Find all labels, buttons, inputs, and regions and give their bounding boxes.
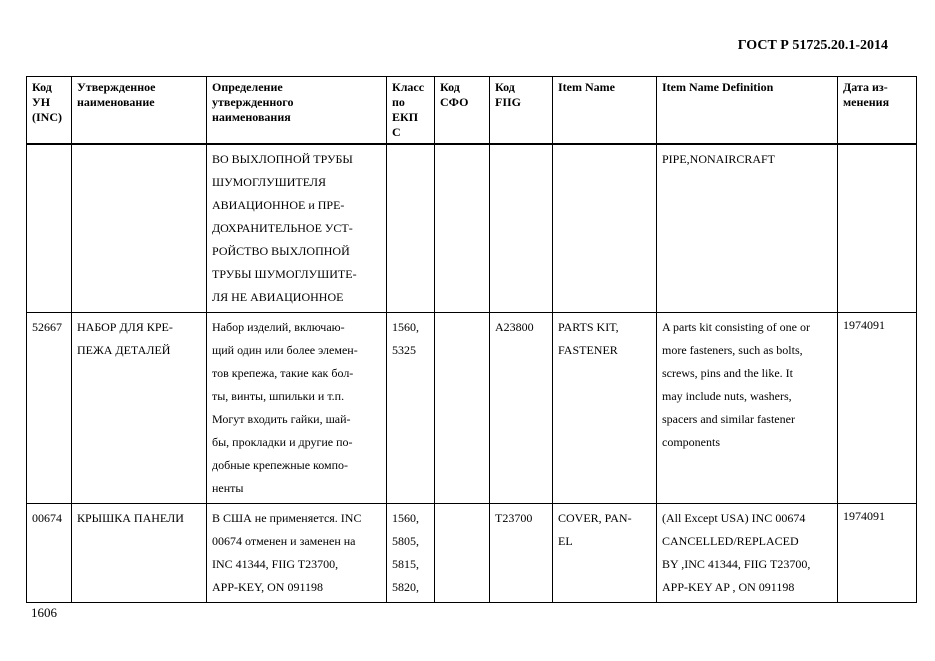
cell-text: screws, pins and the like. It (662, 366, 793, 380)
cell-text: АВИАЦИОННОЕ и ПРЕ- (212, 198, 345, 212)
header-text: FIIG (495, 95, 522, 109)
cell-text: 00674 отменен и заменен на (212, 534, 356, 548)
cell-text: T23700 (495, 511, 533, 525)
cell-text: 5805, (392, 534, 419, 548)
header-text: С (392, 125, 401, 139)
definition-cell (207, 313, 387, 504)
header-text: по (392, 95, 405, 109)
definition-cell (207, 504, 387, 603)
header-text: Утвержденное (77, 80, 156, 94)
sfo-code-cell (435, 313, 490, 504)
header-text: Item Name Definition (662, 80, 774, 94)
class-cell (387, 504, 435, 603)
item-name-cell (553, 313, 657, 504)
header-text: утвержденного (212, 95, 294, 109)
approved-name-cell (72, 144, 207, 313)
column-header (553, 77, 657, 145)
item-definition-cell (657, 504, 838, 603)
cell-text: CANCELLED/REPLACED (662, 534, 799, 548)
cell-text: INC 41344, FIIG T23700, (212, 557, 339, 571)
column-header (657, 77, 838, 145)
cell-text: добные крепежные компо- (212, 458, 349, 472)
cell-text: ВО ВЫХЛОПНОЙ ТРУБЫ (212, 152, 353, 166)
cell-text: COVER, PAN- (558, 511, 632, 525)
cell-text: КРЫШКА ПАНЕЛИ (77, 511, 184, 525)
cell-text: A parts kit consisting of one or (662, 320, 810, 334)
column-header (72, 77, 207, 145)
header-text: менения (843, 95, 890, 109)
table-row (27, 504, 917, 603)
cell-text: 5325 (392, 343, 416, 357)
cell-text: PARTS KIT, (558, 320, 619, 334)
item-definition-cell (657, 144, 838, 313)
sfo-code-cell (435, 144, 490, 313)
header-text: Код (32, 80, 52, 94)
cell-text: НАБОР ДЛЯ КРЕ- (77, 320, 173, 334)
cell-text: 00674 (32, 511, 62, 525)
item-name-cell (553, 504, 657, 603)
cell-text: APP-KEY AP , ON 091198 (662, 580, 795, 594)
cell-text: Могут входить гайки, шай- (212, 412, 351, 426)
cell-text: В США не применяется. INC (212, 511, 362, 525)
document-code: ГОСТ Р 51725.20.1-2014 (737, 38, 888, 53)
cell-text: components (662, 435, 720, 449)
fiig-code-cell (490, 504, 553, 603)
table-header-row (27, 77, 917, 145)
cell-text: EL (558, 534, 573, 548)
class-cell (387, 144, 435, 313)
cell-text: 52667 (32, 320, 62, 334)
table-row (27, 313, 917, 504)
fiig-code-cell (490, 144, 553, 313)
cell-text: A23800 (495, 320, 534, 334)
column-header (838, 77, 917, 145)
fiig-code-cell (490, 313, 553, 504)
header-text: ЕКП (392, 110, 419, 124)
page-number: 1606 (31, 605, 57, 620)
cell-text: ТРУБЫ ШУМОГЛУШИТЕ- (212, 267, 357, 281)
change-date-cell (838, 144, 917, 313)
cell-text: ненты (212, 481, 244, 495)
inc-code-cell (27, 504, 72, 603)
header-text: УН (32, 95, 51, 109)
cell-text: may include nuts, washers, (662, 389, 792, 403)
column-header (207, 77, 387, 145)
cell-text: more fasteners, such as bolts, (662, 343, 803, 357)
column-header (490, 77, 553, 145)
change-date-cell (838, 504, 917, 603)
cell-text: ЛЯ НЕ АВИАЦИОННОЕ (212, 290, 344, 304)
cell-text: 1974091 (843, 318, 885, 332)
cell-text: 1560, (392, 320, 419, 334)
approved-name-cell (72, 504, 207, 603)
header-text: Определение (212, 80, 283, 94)
header-text: Дата из- (843, 80, 888, 94)
column-header (435, 77, 490, 145)
cell-text: Набор изделий, включаю- (212, 320, 345, 334)
header-text: Класс (392, 80, 425, 94)
item-definition-cell (657, 313, 838, 504)
cell-text: РОЙСТВО ВЫХЛОПНОЙ (212, 244, 350, 258)
inc-code-cell (27, 144, 72, 313)
cell-text: 5820, (392, 580, 419, 594)
cell-text: BY ,INC 41344, FIIG T23700, (662, 557, 811, 571)
item-name-cell (553, 144, 657, 313)
cell-text: щий один или более элемен- (212, 343, 358, 357)
header-text: наименования (212, 110, 291, 124)
cell-text: 5815, (392, 557, 419, 571)
cell-text: (All Except USA) INC 00674 (662, 511, 806, 525)
header-text: Код (440, 80, 460, 94)
header-text: СФО (440, 95, 469, 109)
class-cell (387, 313, 435, 504)
data-table (26, 76, 917, 603)
cell-text: FASTENER (558, 343, 618, 357)
cell-text: ПЕЖА ДЕТАЛЕЙ (77, 343, 171, 357)
cell-text: ты, винты, шпильки и т.п. (212, 389, 345, 403)
cell-text: 1560, (392, 511, 419, 525)
approved-name-cell (72, 313, 207, 504)
cell-text: PIPE,NONAIRCRAFT (662, 152, 776, 166)
header-text: наименование (77, 95, 155, 109)
definition-cell (207, 144, 387, 313)
cell-text: ДОХРАНИТЕЛЬНОЕ УСТ- (212, 221, 353, 235)
cell-text: тов крепежа, такие как бол- (212, 366, 354, 380)
cell-text: APP-KEY, ON 091198 (212, 580, 324, 594)
header-text: Код (495, 80, 515, 94)
cell-text: ШУМОГЛУШИТЕЛЯ (212, 175, 327, 189)
cell-text: 1974091 (843, 509, 885, 523)
cell-text: бы, прокладки и другие по- (212, 435, 353, 449)
column-header (387, 77, 435, 145)
sfo-code-cell (435, 504, 490, 603)
cell-text: spacers and similar fastener (662, 412, 795, 426)
table-row (27, 144, 917, 313)
inc-code-cell (27, 313, 72, 504)
column-header (27, 77, 72, 145)
header-text: Item Name (558, 80, 615, 94)
change-date-cell (838, 313, 917, 504)
header-text: (INC) (32, 110, 62, 124)
